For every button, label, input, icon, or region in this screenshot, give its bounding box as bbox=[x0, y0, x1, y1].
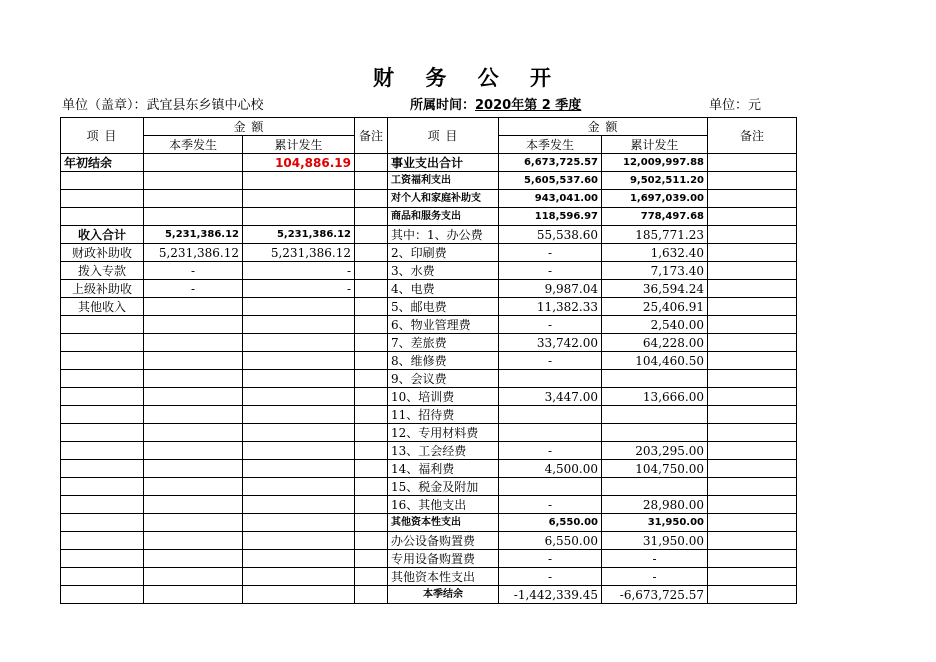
table-row bbox=[61, 532, 797, 550]
left-current-value: 5,231,386.12 bbox=[144, 226, 243, 244]
right-current-value: -1,442,339.45 bbox=[499, 586, 602, 604]
right-remark-cell bbox=[708, 226, 797, 244]
right-current-value: 6,550.00 bbox=[499, 532, 602, 550]
left-remark-cell bbox=[355, 334, 388, 352]
table-row bbox=[61, 514, 797, 532]
right-item-label: 4、电费 bbox=[388, 280, 499, 298]
left-current-value bbox=[144, 208, 243, 226]
left-cumulative-value bbox=[243, 334, 355, 352]
left-remark-cell bbox=[355, 532, 388, 550]
right-cumulative-value bbox=[602, 370, 708, 388]
left-remark-cell bbox=[355, 280, 388, 298]
left-cumulative-value: 5,231,386.12 bbox=[243, 226, 355, 244]
left-cumulative-value: - bbox=[243, 280, 355, 298]
right-remark-cell bbox=[708, 280, 797, 298]
right-cumulative-value: 28,980.00 bbox=[602, 496, 708, 514]
right-item-label: 11、招待费 bbox=[388, 406, 499, 424]
right-remark-cell bbox=[708, 370, 797, 388]
table-row bbox=[61, 370, 797, 388]
right-current-value: 11,382.33 bbox=[499, 298, 602, 316]
left-remark-cell bbox=[355, 496, 388, 514]
left-item-label bbox=[61, 370, 144, 388]
left-remark-cell bbox=[355, 460, 388, 478]
right-item-label: 10、培训费 bbox=[388, 388, 499, 406]
right-cumulative-value: 185,771.23 bbox=[602, 226, 708, 244]
left-current-value bbox=[144, 370, 243, 388]
right-cumulative-value: 2,540.00 bbox=[602, 316, 708, 334]
left-current-value bbox=[144, 352, 243, 370]
left-cumulative-value bbox=[243, 514, 355, 532]
right-item-label: 9、会议费 bbox=[388, 370, 499, 388]
left-cumulative-value bbox=[243, 460, 355, 478]
left-cumulative-value bbox=[243, 208, 355, 226]
left-current-value bbox=[144, 154, 243, 172]
left-remark-cell bbox=[355, 568, 388, 586]
currency-unit: 单位：元 bbox=[709, 98, 762, 113]
right-current-value: - bbox=[499, 442, 602, 460]
left-item-label bbox=[61, 532, 144, 550]
left-item-label: 其他收入 bbox=[61, 298, 144, 316]
right-remark-cell bbox=[708, 352, 797, 370]
table-row bbox=[61, 316, 797, 334]
right-current-value: - bbox=[499, 262, 602, 280]
right-current-value: - bbox=[499, 568, 602, 586]
right-item-label: 对个人和家庭补助支 bbox=[388, 190, 499, 208]
right-cumulative-value: 13,666.00 bbox=[602, 388, 708, 406]
left-cumulative-header: 累计发生 bbox=[243, 136, 355, 154]
left-remark-cell bbox=[355, 262, 388, 280]
table-row bbox=[61, 586, 797, 604]
right-current-value: 9,987.04 bbox=[499, 280, 602, 298]
table-row bbox=[61, 154, 797, 172]
right-current-value: - bbox=[499, 496, 602, 514]
table-row bbox=[61, 388, 797, 406]
table-row bbox=[61, 334, 797, 352]
right-amount-header: 金 额 bbox=[499, 118, 708, 136]
right-cumulative-value: 9,502,511.20 bbox=[602, 172, 708, 190]
left-remark-cell bbox=[355, 226, 388, 244]
left-remark-cell bbox=[355, 316, 388, 334]
right-current-value: - bbox=[499, 316, 602, 334]
left-remark-cell bbox=[355, 208, 388, 226]
left-cumulative-value bbox=[243, 388, 355, 406]
right-current-value: 5,605,537.60 bbox=[499, 172, 602, 190]
left-cumulative-value bbox=[243, 550, 355, 568]
left-current-value bbox=[144, 568, 243, 586]
left-current-value bbox=[144, 586, 243, 604]
left-cumulative-value bbox=[243, 424, 355, 442]
table-row bbox=[61, 496, 797, 514]
right-item-label: 16、其他支出 bbox=[388, 496, 499, 514]
left-remark-cell bbox=[355, 550, 388, 568]
right-remark-cell bbox=[708, 298, 797, 316]
left-current-value bbox=[144, 496, 243, 514]
left-cumulative-value: 104,886.19 bbox=[243, 154, 355, 172]
right-current-value: - bbox=[499, 352, 602, 370]
right-item-label: 专用设备购置费 bbox=[388, 550, 499, 568]
right-remark-cell bbox=[708, 316, 797, 334]
table-row bbox=[61, 280, 797, 298]
right-item-label: 事业支出合计 bbox=[388, 154, 499, 172]
left-remark-cell bbox=[355, 478, 388, 496]
right-current-value bbox=[499, 424, 602, 442]
left-item-label bbox=[61, 352, 144, 370]
left-remark-cell bbox=[355, 388, 388, 406]
right-cumulative-value bbox=[602, 406, 708, 424]
table-row bbox=[61, 424, 797, 442]
left-item-label bbox=[61, 406, 144, 424]
left-item-label: 拨入专款 bbox=[61, 262, 144, 280]
right-item-label: 3、水费 bbox=[388, 262, 499, 280]
page-title: 财 务 公 开 bbox=[373, 66, 563, 90]
left-current-value bbox=[144, 550, 243, 568]
right-cumulative-value: 31,950.00 bbox=[602, 514, 708, 532]
left-item-label bbox=[61, 424, 144, 442]
left-remark-cell bbox=[355, 370, 388, 388]
left-remark-cell bbox=[355, 424, 388, 442]
right-current-value: - bbox=[499, 244, 602, 262]
right-item-label: 13、工会经费 bbox=[388, 442, 499, 460]
right-current-value: 55,538.60 bbox=[499, 226, 602, 244]
right-current-value bbox=[499, 478, 602, 496]
left-remark-cell bbox=[355, 406, 388, 424]
right-cumulative-value: 203,295.00 bbox=[602, 442, 708, 460]
left-remark-cell bbox=[355, 352, 388, 370]
right-item-header: 项 目 bbox=[388, 118, 499, 154]
right-cumulative-value: 25,406.91 bbox=[602, 298, 708, 316]
left-item-label bbox=[61, 388, 144, 406]
table-row bbox=[61, 298, 797, 316]
right-remark-cell bbox=[708, 496, 797, 514]
left-current-value bbox=[144, 190, 243, 208]
table-header-row bbox=[61, 118, 797, 136]
right-remark-header: 备注 bbox=[708, 118, 797, 154]
left-item-label bbox=[61, 172, 144, 190]
right-current-value: 6,550.00 bbox=[499, 514, 602, 532]
finance-table bbox=[60, 117, 797, 604]
left-item-label bbox=[61, 568, 144, 586]
right-item-label: 15、税金及附加 bbox=[388, 478, 499, 496]
left-cumulative-value: 5,231,386.12 bbox=[243, 244, 355, 262]
left-remark-cell bbox=[355, 244, 388, 262]
right-remark-cell bbox=[708, 244, 797, 262]
left-cumulative-value bbox=[243, 496, 355, 514]
right-remark-cell bbox=[708, 424, 797, 442]
left-cumulative-value bbox=[243, 172, 355, 190]
right-remark-cell bbox=[708, 190, 797, 208]
left-remark-cell bbox=[355, 298, 388, 316]
left-item-label: 收入合计 bbox=[61, 226, 144, 244]
right-current-header: 本季发生 bbox=[499, 136, 602, 154]
left-amount-header: 金 额 bbox=[144, 118, 355, 136]
right-current-value: 3,447.00 bbox=[499, 388, 602, 406]
left-current-header: 本季发生 bbox=[144, 136, 243, 154]
right-remark-cell bbox=[708, 568, 797, 586]
right-remark-cell bbox=[708, 334, 797, 352]
table-row bbox=[61, 262, 797, 280]
right-remark-cell bbox=[708, 262, 797, 280]
left-item-label: 财政补助收 bbox=[61, 244, 144, 262]
left-current-value bbox=[144, 478, 243, 496]
period-prefix: 所属时间： bbox=[410, 98, 476, 113]
left-cumulative-value bbox=[243, 442, 355, 460]
left-item-label bbox=[61, 334, 144, 352]
left-item-label bbox=[61, 208, 144, 226]
right-cumulative-value: - bbox=[602, 550, 708, 568]
right-remark-cell bbox=[708, 172, 797, 190]
right-current-value: 33,742.00 bbox=[499, 334, 602, 352]
right-remark-cell bbox=[708, 532, 797, 550]
right-remark-cell bbox=[708, 406, 797, 424]
left-current-value bbox=[144, 514, 243, 532]
left-current-value: 5,231,386.12 bbox=[144, 244, 243, 262]
left-item-label: 上级补助收 bbox=[61, 280, 144, 298]
left-cumulative-value bbox=[243, 370, 355, 388]
left-cumulative-value bbox=[243, 532, 355, 550]
left-current-value bbox=[144, 460, 243, 478]
right-remark-cell bbox=[708, 442, 797, 460]
left-cumulative-value bbox=[243, 298, 355, 316]
period-label bbox=[410, 94, 581, 113]
right-item-label: 其他资本性支出 bbox=[388, 514, 499, 532]
left-current-value bbox=[144, 316, 243, 334]
right-remark-cell bbox=[708, 550, 797, 568]
left-current-value: - bbox=[144, 262, 243, 280]
right-cumulative-value bbox=[602, 478, 708, 496]
right-cumulative-value: 12,009,997.88 bbox=[602, 154, 708, 172]
right-item-label: 6、物业管理费 bbox=[388, 316, 499, 334]
left-remark-cell bbox=[355, 442, 388, 460]
right-current-value: 4,500.00 bbox=[499, 460, 602, 478]
right-item-label: 其中：1、办公费 bbox=[388, 226, 499, 244]
table-row bbox=[61, 406, 797, 424]
left-item-label bbox=[61, 586, 144, 604]
right-cumulative-value: 1,697,039.00 bbox=[602, 190, 708, 208]
table-row bbox=[61, 442, 797, 460]
right-cumulative-value: 1,632.40 bbox=[602, 244, 708, 262]
left-item-label bbox=[61, 442, 144, 460]
left-cumulative-value bbox=[243, 316, 355, 334]
table-row bbox=[61, 568, 797, 586]
right-item-label: 商品和服务支出 bbox=[388, 208, 499, 226]
right-item-label: 7、差旅费 bbox=[388, 334, 499, 352]
table-row bbox=[61, 244, 797, 262]
left-cumulative-value bbox=[243, 568, 355, 586]
left-cumulative-value bbox=[243, 190, 355, 208]
left-remark-cell bbox=[355, 514, 388, 532]
right-item-label: 其他资本性支出 bbox=[388, 568, 499, 586]
table-row bbox=[61, 550, 797, 568]
right-cumulative-value: 31,950.00 bbox=[602, 532, 708, 550]
left-item-label bbox=[61, 460, 144, 478]
right-item-label: 2、印刷费 bbox=[388, 244, 499, 262]
left-current-value bbox=[144, 532, 243, 550]
left-current-value bbox=[144, 334, 243, 352]
left-item-label bbox=[61, 496, 144, 514]
right-current-value bbox=[499, 370, 602, 388]
right-item-label: 工资福利支出 bbox=[388, 172, 499, 190]
left-item-label: 年初结余 bbox=[61, 154, 144, 172]
right-cumulative-value: -6,673,725.57 bbox=[602, 586, 708, 604]
left-cumulative-value bbox=[243, 478, 355, 496]
right-remark-cell bbox=[708, 460, 797, 478]
right-remark-cell bbox=[708, 154, 797, 172]
right-cumulative-value: 7,173.40 bbox=[602, 262, 708, 280]
right-remark-cell bbox=[708, 208, 797, 226]
right-remark-cell bbox=[708, 514, 797, 532]
right-item-label: 12、专用材料费 bbox=[388, 424, 499, 442]
left-current-value bbox=[144, 388, 243, 406]
right-current-value: 6,673,725.57 bbox=[499, 154, 602, 172]
right-cumulative-value: 64,228.00 bbox=[602, 334, 708, 352]
left-current-value bbox=[144, 298, 243, 316]
left-current-value bbox=[144, 424, 243, 442]
left-current-value: - bbox=[144, 280, 243, 298]
left-current-value bbox=[144, 172, 243, 190]
left-remark-cell bbox=[355, 190, 388, 208]
left-item-label bbox=[61, 316, 144, 334]
left-cumulative-value bbox=[243, 586, 355, 604]
right-item-label: 5、邮电费 bbox=[388, 298, 499, 316]
left-remark-cell bbox=[355, 586, 388, 604]
left-remark-cell bbox=[355, 154, 388, 172]
right-item-label: 8、维修费 bbox=[388, 352, 499, 370]
table-row bbox=[61, 172, 797, 190]
right-remark-cell bbox=[708, 478, 797, 496]
left-item-label bbox=[61, 478, 144, 496]
right-current-value: 943,041.00 bbox=[499, 190, 602, 208]
table-row bbox=[61, 478, 797, 496]
right-cumulative-header: 累计发生 bbox=[602, 136, 708, 154]
left-item-label bbox=[61, 550, 144, 568]
right-item-label: 办公设备购置费 bbox=[388, 532, 499, 550]
right-current-value: - bbox=[499, 550, 602, 568]
table-row bbox=[61, 226, 797, 244]
left-cumulative-value bbox=[243, 352, 355, 370]
right-cumulative-value bbox=[602, 424, 708, 442]
left-item-header: 项 目 bbox=[61, 118, 144, 154]
table-row bbox=[61, 208, 797, 226]
right-cumulative-value: 104,460.50 bbox=[602, 352, 708, 370]
unit-label: 单位（盖章）：武宜县东乡镇中心校 bbox=[62, 98, 264, 113]
right-current-value bbox=[499, 406, 602, 424]
left-current-value bbox=[144, 442, 243, 460]
right-cumulative-value: 778,497.68 bbox=[602, 208, 708, 226]
right-cumulative-value: 36,594.24 bbox=[602, 280, 708, 298]
table-row bbox=[61, 352, 797, 370]
right-cumulative-value: 104,750.00 bbox=[602, 460, 708, 478]
right-remark-cell bbox=[708, 586, 797, 604]
right-item-label: 本季结余 bbox=[388, 586, 499, 604]
table-row bbox=[61, 460, 797, 478]
left-remark-cell bbox=[355, 172, 388, 190]
left-current-value bbox=[144, 406, 243, 424]
left-item-label bbox=[61, 514, 144, 532]
left-cumulative-value: - bbox=[243, 262, 355, 280]
left-remark-header: 备注 bbox=[355, 118, 388, 154]
right-remark-cell bbox=[708, 388, 797, 406]
left-item-label bbox=[61, 190, 144, 208]
right-current-value: 118,596.97 bbox=[499, 208, 602, 226]
right-cumulative-value: - bbox=[602, 568, 708, 586]
period-value: 2020年第 2 季度 bbox=[475, 98, 582, 113]
left-cumulative-value bbox=[243, 406, 355, 424]
table-row bbox=[61, 190, 797, 208]
right-item-label: 14、福利费 bbox=[388, 460, 499, 478]
